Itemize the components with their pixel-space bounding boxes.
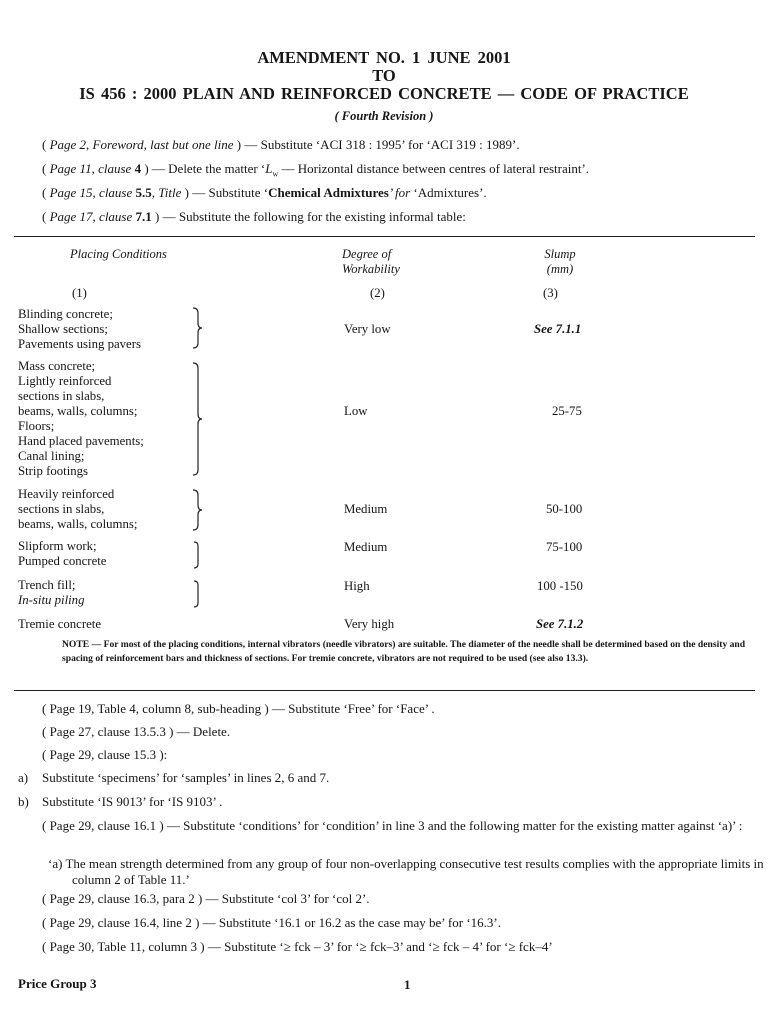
amendment-page-29-clause-16-4: ( Page 29, clause 16.4, line 2 ) — Substitute ‘16.1 or 16.2 as the case may be’ for ‘16.3’. <box>42 915 501 930</box>
row-2-brace <box>190 362 204 476</box>
item-a: Substitute ‘specimens’ for ‘samples’ in lines 2, 6 and 7. <box>42 770 330 785</box>
table-note: NOTE — For most of the placing conditions, internal vibrators (needle vibrators) are suitable. The diameter of the needle shall be determined based on the density and spacing of reinforcement bars and thickness of sections. For tremie concrete, vibrators are not required to be used (see also 13.3). <box>62 639 746 664</box>
header-degree-of-workability: Degree of Workability <box>342 247 400 276</box>
table-row-2-slump: 25-75 <box>552 404 582 418</box>
standard-title: IS 456 : 2000 PLAIN AND REINFORCED CONCRETE — CODE OF PRACTICE <box>79 84 689 103</box>
amendment-page-27: ( Page 27, clause 13.5.3 ) — Delete. <box>42 724 231 739</box>
table-row-5-conditions: Trench fill; In-situ piling <box>18 578 85 607</box>
amendment-page-15: ( Page 15, clause 5.5, Title ) — Substitute ‘Chemical Admixtures’ for ‘Admixtures’. <box>42 185 487 200</box>
col-number-3: (3) <box>543 286 558 300</box>
amendment-page-29-clause-16-1: ( Page 29, clause 16.1 ) — Substitute ‘conditions’ for ‘condition’ in line 3 and the following matter for the existing matter against ‘a)’ : <box>42 818 743 833</box>
table-row-6-conditions: Tremie concrete <box>18 617 102 631</box>
table-row-5-workability: High <box>344 579 370 593</box>
table-row-5-slump: 100 -150 <box>537 579 583 593</box>
table-row-2-conditions: Mass concrete; Lightly reinforced sections in slabs, beams, walls, columns; Floors; Hand placed pavements; Canal lining; Strip footings <box>18 359 144 478</box>
table-row-4-workability: Medium <box>344 540 388 554</box>
table-row-4-slump: 75-100 <box>546 540 583 554</box>
header-slump: Slump (mm) <box>544 247 576 276</box>
amendment-page-17: ( Page 17, clause 7.1 ) — Substitute the following for the existing informal table: <box>42 209 466 224</box>
table-row-6-slump: See 7.1.2 <box>536 617 584 631</box>
amendment-page-29-clause-16-3: ( Page 29, clause 16.3, para 2 ) — Substitute ‘col 3’ for ‘col 2’. <box>42 891 370 906</box>
revision-subtitle: ( Fourth Revision ) <box>334 109 434 123</box>
amendment-page-19: ( Page 19, Table 4, column 8, sub-heading ) — Substitute ‘Free’ for ‘Face’ . <box>42 701 435 716</box>
amendment-title: AMENDMENT NO. 1 JUNE 2001 <box>257 48 511 67</box>
table-row-4-conditions: Slipform work; Pumped concrete <box>18 539 107 568</box>
page-number: 1 <box>404 977 411 992</box>
table-bottom-rule <box>14 690 755 691</box>
price-group: Price Group 3 <box>18 976 97 991</box>
col-number-1: (1) <box>72 286 87 300</box>
item-b: Substitute ‘IS 9013’ for ‘IS 9103’ . <box>42 794 223 809</box>
quoted-clause-a: ‘a) The mean strength determined from any group of four non-overlapping consecutive test results complies with the appropriate limits in column 2 of Table 11.’ <box>48 856 764 887</box>
amendment-page-11: ( Page 11, clause 4 ) — Delete the matter ‘$L_w$ — Horizontal distance between centres of lateral restraint’. <box>42 161 590 179</box>
row-4-bracket <box>190 541 204 569</box>
col-number-2: (2) <box>370 286 385 300</box>
table-row-2-workability: Low <box>344 404 368 418</box>
table-row-6-workability: Very high <box>344 617 395 631</box>
table-row-1-conditions: Blinding concrete; Shallow sections; Pavements using pavers <box>18 307 141 351</box>
header-placing-conditions: Placing Conditions <box>70 247 167 261</box>
table-top-rule <box>14 236 755 237</box>
item-a-label: a) <box>18 770 29 785</box>
table-row-3-workability: Medium <box>344 502 388 516</box>
row-1-brace <box>190 307 204 349</box>
amendment-to: TO <box>372 66 396 85</box>
amendment-page-30: ( Page 30, Table 11, column 3 ) — Substitute ‘≥ fck – 3’ for ‘≥ fck–3’ and ‘≥ fck – 4’ for ‘≥ fck–4’ <box>42 939 553 954</box>
table-row-1-workability: Very low <box>344 322 391 336</box>
table-row-3-slump: 50-100 <box>546 502 583 516</box>
row-3-brace <box>190 489 204 531</box>
table-row-3-conditions: Heavily reinforced sections in slabs, beams, walls, columns; <box>18 487 138 531</box>
amendment-page-2: ( Page 2, Foreword, last but one line ) — Substitute ‘ACI 318 : 1995’ for ‘ACI 319 : 1989’. <box>42 137 520 152</box>
item-b-label: b) <box>18 794 29 809</box>
row-5-bracket <box>190 580 204 608</box>
amendment-page-29-clause-15-3: ( Page 29, clause 15.3 ): <box>42 747 168 762</box>
table-row-1-slump: See 7.1.1 <box>534 322 582 336</box>
